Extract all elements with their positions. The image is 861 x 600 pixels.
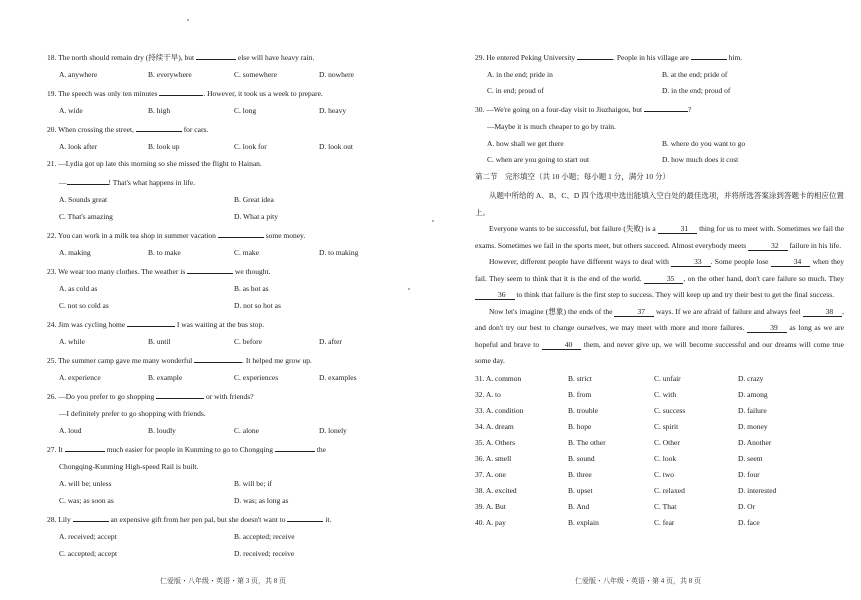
option: D. nowhere [319, 70, 354, 79]
cloze-option-row [475, 454, 844, 464]
option: 40. A. pay [475, 517, 506, 527]
cloze-option-row [475, 470, 844, 480]
option: B. to make [148, 248, 181, 257]
options-26 [47, 426, 420, 436]
question-stem: much easier for people in Kunming to go to Chongqing [106, 445, 274, 454]
question-mark: ? [687, 105, 692, 114]
option: C. That's amazing [59, 212, 113, 221]
cloze-blank-31: 31 [658, 224, 698, 234]
option: C. was; as soon as [59, 496, 114, 505]
option: A. how shall we get there [487, 139, 564, 148]
option: A. loud [59, 426, 82, 435]
question-19 [47, 87, 420, 99]
option: C. in end; proud of [487, 86, 544, 95]
option: A. look after [59, 142, 98, 151]
question-stem: —I definitely prefer to go shopping with friends. [59, 409, 206, 418]
cloze-option-row [475, 502, 844, 512]
option: D. heavy [319, 106, 347, 115]
option: C. experiences [234, 373, 279, 382]
option: 37. A. one [475, 469, 506, 479]
option: B. look up [148, 142, 180, 151]
section-title: 第二节 完形填空（共 10 小题；每小题 1 分，满分 10 分） [475, 172, 670, 181]
option: A. while [59, 337, 85, 346]
passage-paragraph-2 [475, 254, 844, 304]
option: C. relaxed [654, 485, 685, 495]
option: B. hope [568, 421, 592, 431]
passage-text: However, different people have different ways to deal with [489, 257, 669, 266]
question-21-line2 [47, 176, 420, 188]
options-19 [47, 106, 420, 116]
option: D. not so hot as [234, 301, 281, 310]
cloze-instructions [475, 188, 844, 221]
question-stem: 26. —Do you prefer to go shopping [47, 392, 155, 401]
option: 34. A. dream [475, 421, 514, 431]
option: C. not so cold as [59, 301, 109, 310]
question-30 [475, 103, 844, 115]
option: A. wide [59, 106, 83, 115]
cloze-option-row [475, 438, 844, 448]
answer-blank [156, 390, 204, 399]
option: D. failure [738, 405, 767, 415]
options-20 [47, 142, 420, 152]
instructions-text: 从题中所给的 A、B、C、D 四个选项中选出能填入空白处的最佳选项，并将所选答案涂到答题卡的相应位置上。 [475, 191, 844, 217]
cloze-option-row [475, 486, 844, 496]
options-21 [47, 195, 420, 222]
cloze-blank-38: 38 [803, 307, 843, 317]
options-29 [475, 70, 844, 96]
answer-blank [136, 123, 182, 132]
option: B. Great idea [234, 195, 274, 204]
answer-blank [73, 513, 109, 522]
option: 39. A. But [475, 501, 506, 511]
passage-text: when they fail. They seem to think that it is the end of the world. [475, 257, 844, 283]
option: C. make [234, 248, 259, 257]
option: D. was; as long as [234, 496, 289, 505]
option: D. examples [319, 373, 357, 382]
question-stem: I was waiting at the bus stop. [176, 320, 265, 329]
option: C. when are you going to start out [487, 155, 590, 164]
answer-blank [65, 443, 105, 452]
cloze-option-row [475, 406, 844, 416]
option: B. explain [568, 517, 599, 527]
passage-text: as long as we are hopeful and brave to [475, 323, 845, 349]
question-24 [47, 318, 420, 330]
exam-page-4 [430, 0, 860, 600]
cloze-blank-35: 35 [644, 274, 684, 284]
option: D. how much does it cost [662, 155, 739, 164]
option: B. strict [568, 373, 592, 383]
option: D. received; receive [234, 549, 295, 558]
question-stem: . People in his village are [613, 53, 689, 62]
option: D. Another [738, 437, 772, 447]
options-22 [47, 248, 420, 258]
answer-blank [691, 51, 727, 60]
option: B. accepted; receive [234, 532, 295, 541]
option: B. example [148, 373, 183, 382]
option: C. alone [234, 426, 259, 435]
question-stem: or with friends? [206, 392, 254, 401]
options-27 [47, 479, 420, 506]
option: D. to making [319, 248, 359, 257]
option: 32. A. to [475, 389, 501, 399]
question-stem: 18. The north should remain dry (持续干旱), but [47, 53, 195, 62]
dialogue-dash: — [59, 178, 67, 187]
options-24 [47, 337, 420, 347]
passage-text: , on the other hand, don't care failure so much. They [683, 273, 845, 283]
question-26 [47, 390, 420, 402]
scan-speck [187, 19, 189, 21]
cloze-blank-39: 39 [747, 323, 787, 333]
option: C. with [654, 389, 677, 399]
answer-blank [187, 265, 233, 274]
passage-paragraph-1 [475, 221, 844, 254]
answer-blank [196, 51, 236, 60]
question-stem: the [316, 445, 326, 454]
question-20 [47, 123, 420, 135]
cloze-blank-37: 37 [614, 307, 654, 317]
cloze-option-row [475, 518, 844, 528]
option: A. experience [59, 373, 101, 382]
exam-page-3 [0, 0, 430, 600]
option: D. after [319, 337, 342, 346]
option: D. among [738, 389, 768, 399]
option: 36. A. smell [475, 453, 512, 463]
page-footer: 仁爱版・八年级・英语・第 4 页，共 8 页 [575, 577, 701, 585]
question-25 [47, 354, 420, 366]
answer-blank [644, 103, 688, 112]
question-stem: for cars. [183, 125, 209, 134]
option: B. until [148, 337, 171, 346]
scan-speck [408, 288, 410, 290]
option: C. spirit [654, 421, 679, 431]
option: D. in the end; proud of [662, 86, 731, 95]
question-stem: some money. [265, 231, 306, 240]
question-stem: 19. The speech was only ten minutes [47, 89, 158, 98]
option: A. will be; unless [59, 479, 112, 488]
option: A. making [59, 248, 91, 257]
option: 33. A. condition [475, 405, 524, 415]
option: A. in the end; pride in [487, 70, 553, 79]
question-stem: 21. —Lydia got up late this morning so she missed the flight to Hainan. [47, 159, 262, 168]
option: C. two [654, 469, 675, 479]
answer-blank [577, 51, 613, 60]
question-stem: 29. He entered Peking University [475, 53, 576, 62]
cloze-blank-32: 32 [748, 241, 788, 251]
option: D. What a pity [234, 212, 279, 221]
answer-blank [194, 354, 242, 363]
option: 31. A. common [475, 373, 522, 383]
option: D. Or [738, 501, 756, 511]
question-29 [475, 51, 844, 63]
question-stem: Chongqing-Kunming High-speed Rail is built. [59, 462, 199, 471]
answer-blank [275, 443, 315, 452]
cloze-blank-34: 34 [771, 257, 811, 267]
options-28 [47, 532, 420, 559]
answer-blank [159, 87, 203, 96]
option: D. lonely [319, 426, 347, 435]
question-23 [47, 265, 420, 277]
option: C. look [654, 453, 677, 463]
question-stem: 30. —We're going on a four-day visit to Jiuzhaigou, but [475, 105, 643, 114]
question-stem: 27. It [47, 445, 63, 454]
options-25 [47, 373, 420, 383]
cloze-options [475, 374, 844, 528]
page-footer: 仁爱版・八年级・英语・第 3 页，共 8 页 [160, 577, 286, 585]
passage-text: to think that failure is the first step to success. They will keep up and try their best to get the final success. [516, 290, 835, 299]
cloze-blank-40: 40 [542, 340, 582, 350]
option: B. high [148, 106, 171, 115]
option: C. accepted; accept [59, 549, 118, 558]
option: D. look out [319, 142, 353, 151]
scan-speck [432, 220, 434, 222]
option: B. three [568, 469, 592, 479]
cloze-option-row [475, 390, 844, 400]
question-stem: . It helped me grow up. [242, 356, 312, 365]
question-27-line2 [47, 462, 420, 472]
passage-text: . Some people lose [710, 257, 769, 266]
question-stem: an expensive gift from her pen pal, but she doesn't want to [110, 515, 286, 524]
question-stem: else will have heavy rain. [237, 53, 315, 62]
option: D. crazy [738, 373, 764, 383]
question-stem: it. [325, 515, 332, 524]
option: A. Sounds great [59, 195, 108, 204]
question-stem: 24. Jim was cycling home [47, 320, 126, 329]
passage-text: them, and never give up, we will become successful and our dreams will come true some day. [475, 339, 845, 365]
option: B. trouble [568, 405, 598, 415]
option: A. anywhere [59, 70, 98, 79]
option: B. sound [568, 453, 595, 463]
option: B. as hot as [234, 284, 269, 293]
option: D. face [738, 517, 760, 527]
option: D. four [738, 469, 760, 479]
passage-text: , and don't try our best to change ourselves, we may meet with more and more failures. [475, 306, 845, 332]
answer-blank [218, 229, 264, 238]
option: C. long [234, 106, 257, 115]
option: B. from [568, 389, 592, 399]
question-28 [47, 513, 420, 525]
question-stem: ! That's what happens in life. [108, 178, 196, 187]
cloze-passage [475, 221, 844, 370]
option: D. interested [738, 485, 777, 495]
option: C. success [654, 405, 686, 415]
question-stem: 22. You can work in a milk tea shop in summer vacation [47, 231, 216, 240]
option: C. Other [654, 437, 680, 447]
passage-text: Everyone wants to be successful, but failure (失败) is a [489, 224, 656, 233]
options-18 [47, 70, 420, 80]
question-stem: we thought. [235, 267, 271, 276]
option: B. The other [568, 437, 606, 447]
options-30 [475, 139, 844, 165]
question-22 [47, 229, 420, 241]
option: B. everywhere [148, 70, 192, 79]
option: C. before [234, 337, 262, 346]
option: D. money [738, 421, 768, 431]
option: C. look for [234, 142, 267, 151]
question-30-line2 [475, 122, 844, 132]
option: B. where do you want to go [662, 139, 746, 148]
option: B. will be; if [234, 479, 272, 488]
question-27 [47, 443, 420, 455]
question-stem: . However, it took us a week to prepare. [203, 89, 323, 98]
question-stem: 28. Lily [47, 515, 71, 524]
option: C. unfair [654, 373, 681, 383]
option: B. upset [568, 485, 593, 495]
option: C. That [654, 501, 677, 511]
answer-blank [127, 318, 175, 327]
question-21 [47, 159, 420, 169]
question-stem: 25. The summer camp gave me many wonderful [47, 356, 193, 365]
option: C. fear [654, 517, 675, 527]
question-stem: him. [728, 53, 743, 62]
question-stem: 23. We wear too many clothes. The weather is [47, 267, 186, 276]
answer-blank [287, 513, 323, 522]
question-26-line2 [47, 409, 420, 419]
cloze-blank-36: 36 [475, 290, 515, 300]
question-stem: —Maybe it is much cheaper to go by train. [487, 122, 616, 131]
passage-text: failure in his life. [789, 240, 842, 250]
options-23 [47, 284, 420, 311]
option: A. received; accept [59, 532, 117, 541]
passage-text: thing for us to meet with. Sometimes we fail the exams. Sometimes we fail in the sports meet, but others succeed. Almost everybody meets [475, 224, 845, 250]
passage-text: Now let's imagine (想象) the ends of the [489, 306, 613, 316]
passage-text: ways. If we are afraid of failure and always feel [656, 306, 801, 316]
option: 38. A. excited [475, 485, 517, 495]
cloze-option-row [475, 374, 844, 384]
option: C. somewhere [234, 70, 277, 79]
cloze-blank-33: 33 [671, 257, 711, 267]
question-stem: 20. When crossing the street, [47, 125, 134, 134]
option: D. seem [738, 453, 763, 463]
option: B. loudly [148, 426, 176, 435]
option: 35. A. Others [475, 437, 515, 447]
passage-paragraph-3 [475, 304, 844, 370]
option: B. at the end; pride of [662, 70, 728, 79]
cloze-option-row [475, 422, 844, 432]
answer-blank [67, 176, 109, 185]
option: B. And [568, 501, 590, 511]
option: A. as cold as [59, 284, 98, 293]
question-18 [47, 51, 420, 63]
